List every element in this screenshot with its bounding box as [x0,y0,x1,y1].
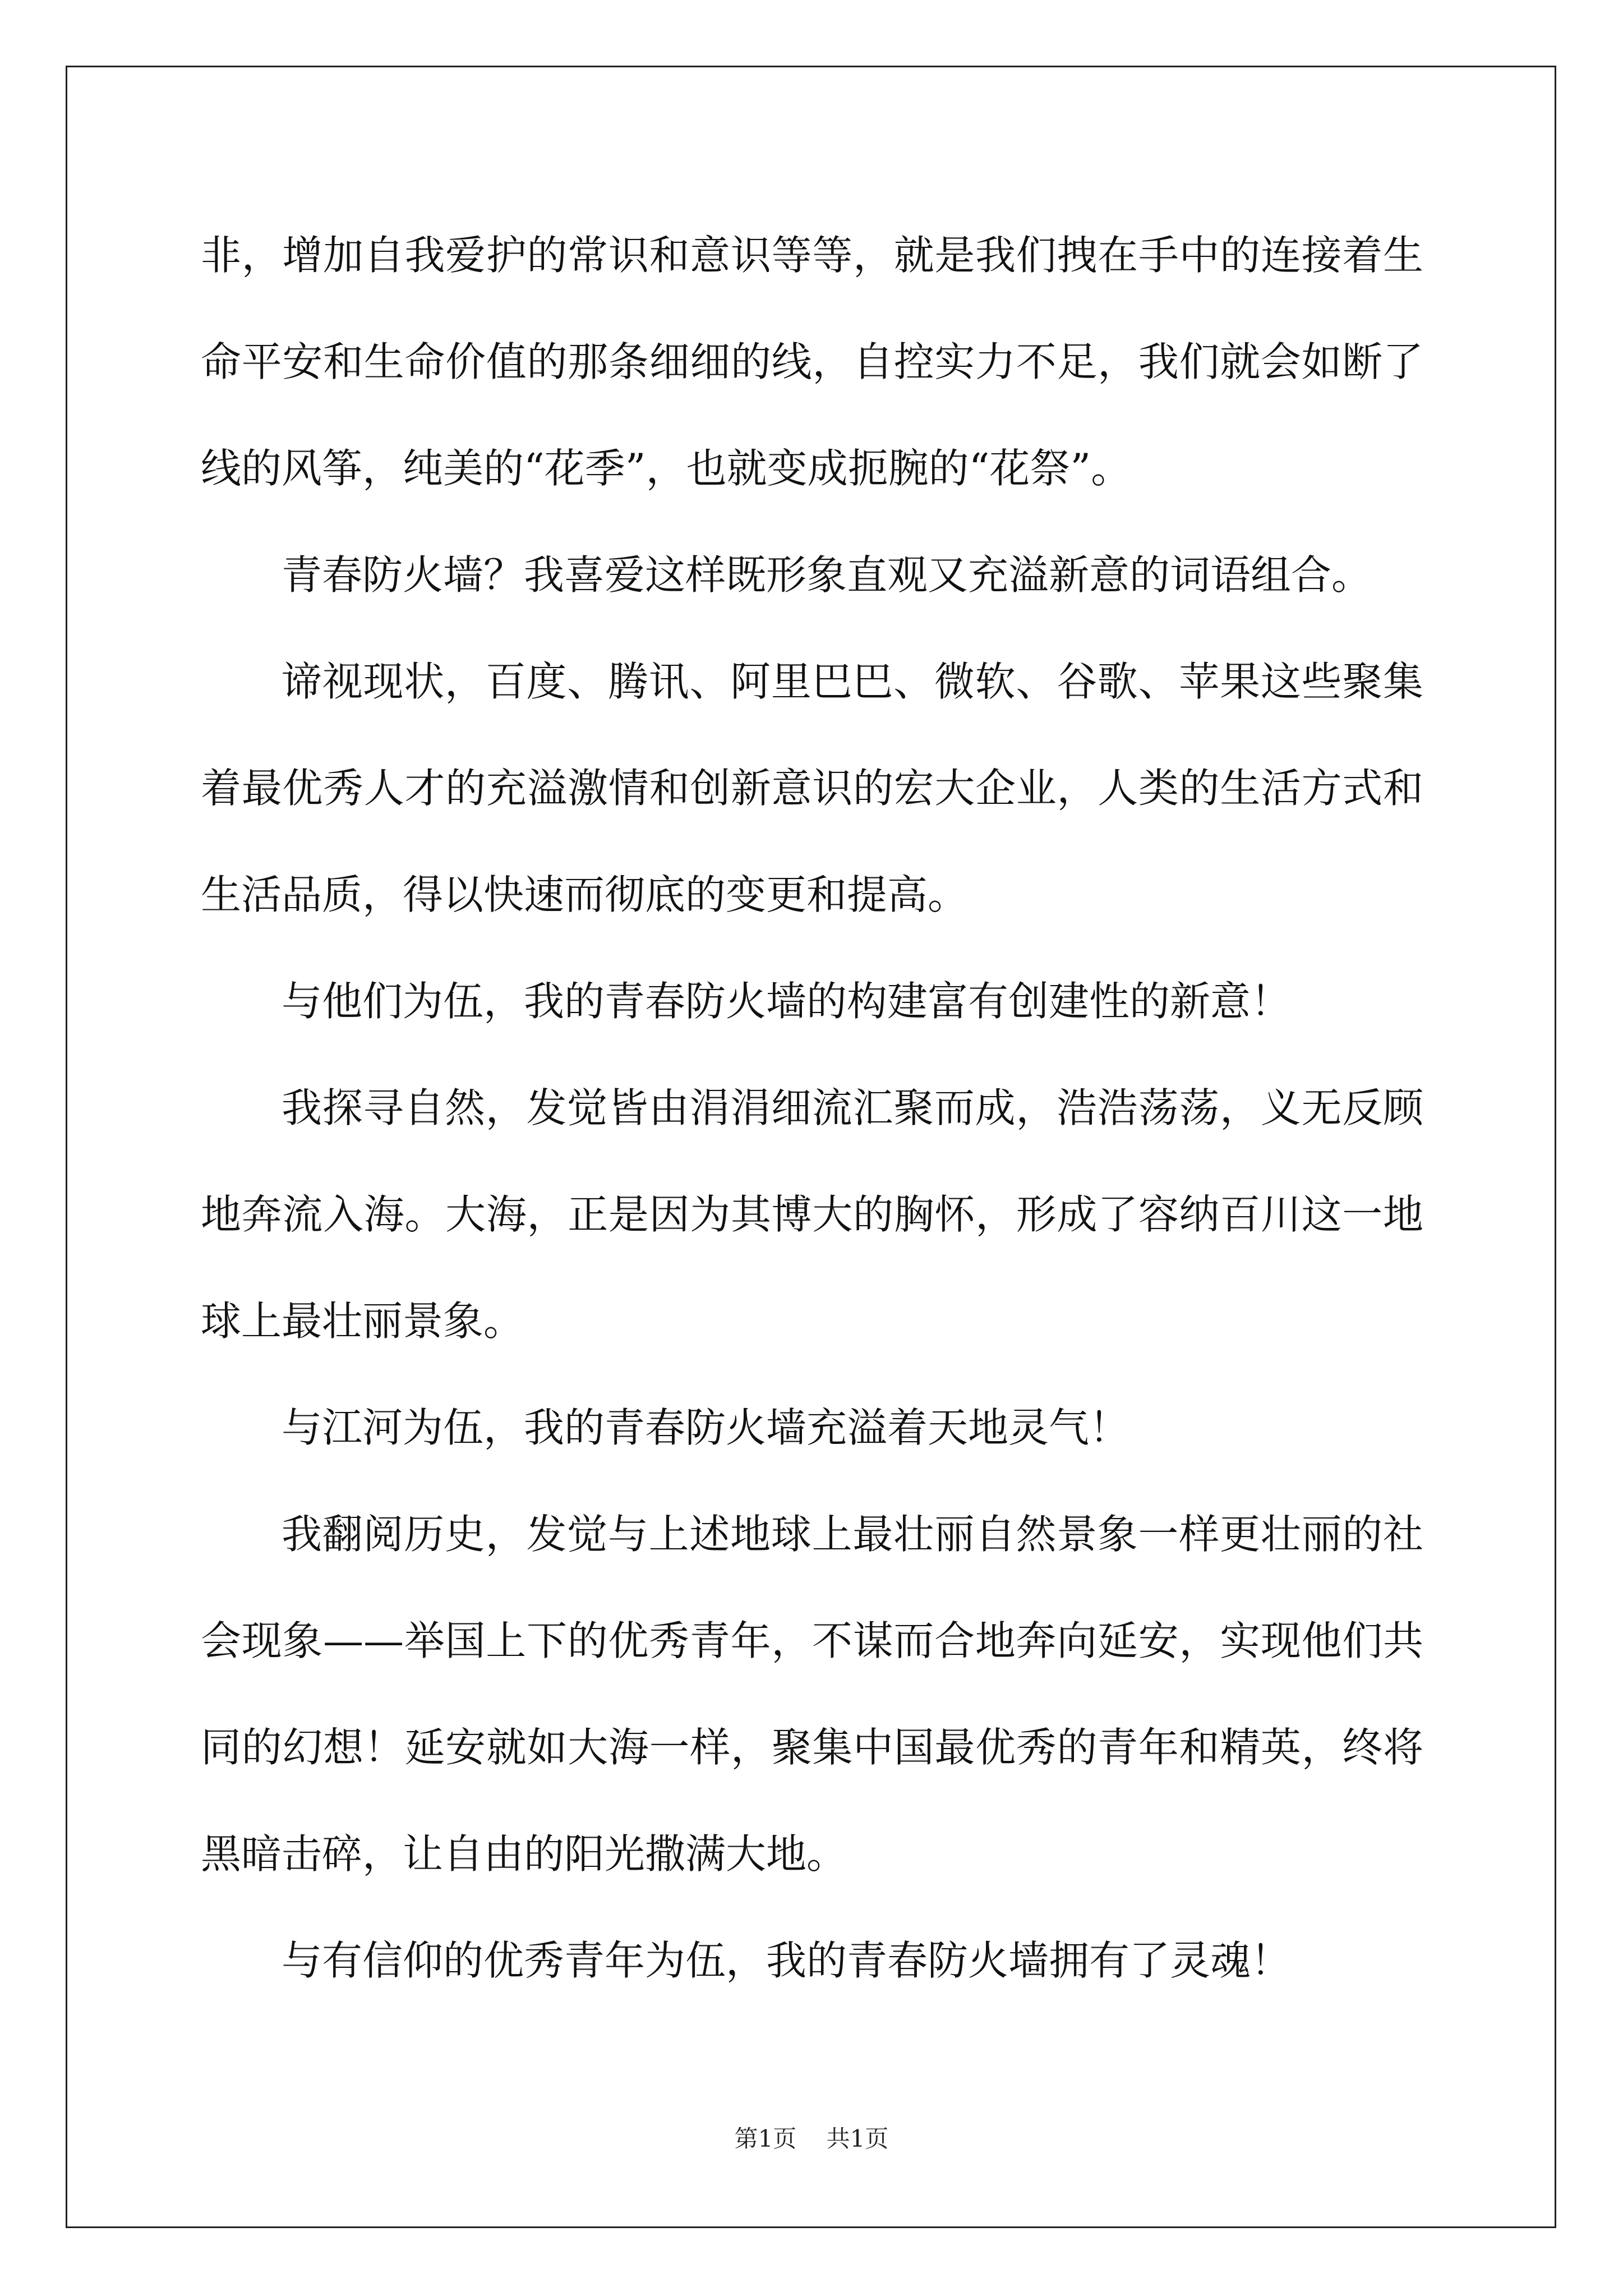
paragraph-8: 与有信仰的优秀青年为伍，我的青春防火墙拥有了灵魂！ [282,1937,1292,1984]
page-number: 第1页 [734,2125,797,2152]
paragraph-4: 与他们为伍，我的青春防火墙的构建富有创建性的新意！ [282,978,1292,1025]
paragraph-2: 青春防火墙？我喜爱这样既形象直观又充溢新意的词语组合。 [282,551,1372,599]
document-body [201,202,1423,2014]
paragraph-5: 我探寻自然，发觉皆由涓涓细流汇聚而成，浩浩荡荡，义无反顾地奔流入海。大海，正是因为其博大的胸怀，形成了容纳百川这一地球上最壮丽景象。 [201,1084,1423,1345]
paragraph-7: 我翻阅历史，发觉与上述地球上最壮丽自然景象一样更壮丽的社会现象——举国上下的优秀青年，不谋而合地奔向延安，实现他们共同的幻想！延安就如大海一样，聚集中国最优秀的青年和精英，终将黑暗击碎，让自由的阳光撒满大地。 [201,1511,1423,1878]
paragraph-6: 与江河为伍，我的青春防火墙充溢着天地灵气！ [282,1404,1130,1451]
page-footer [0,2120,1623,2154]
paragraph-1: 非，增加自我爱护的常识和意识等等，就是我们拽在手中的连接着生命平安和生命价值的那条细细的线，自控实力不足，我们就会如断了线的风筝，纯美的“花季”，也就变成扼腕的“花祭”。 [201,232,1423,492]
page-total: 共1页 [826,2125,889,2152]
paragraph-3: 谛视现状，百度、腾讯、阿里巴巴、微软、谷歌、苹果这些聚集着最优秀人才的充溢激情和创新意识的宏大企业，人类的生活方式和生活品质，得以快速而彻底的变更和提高。 [201,658,1423,918]
